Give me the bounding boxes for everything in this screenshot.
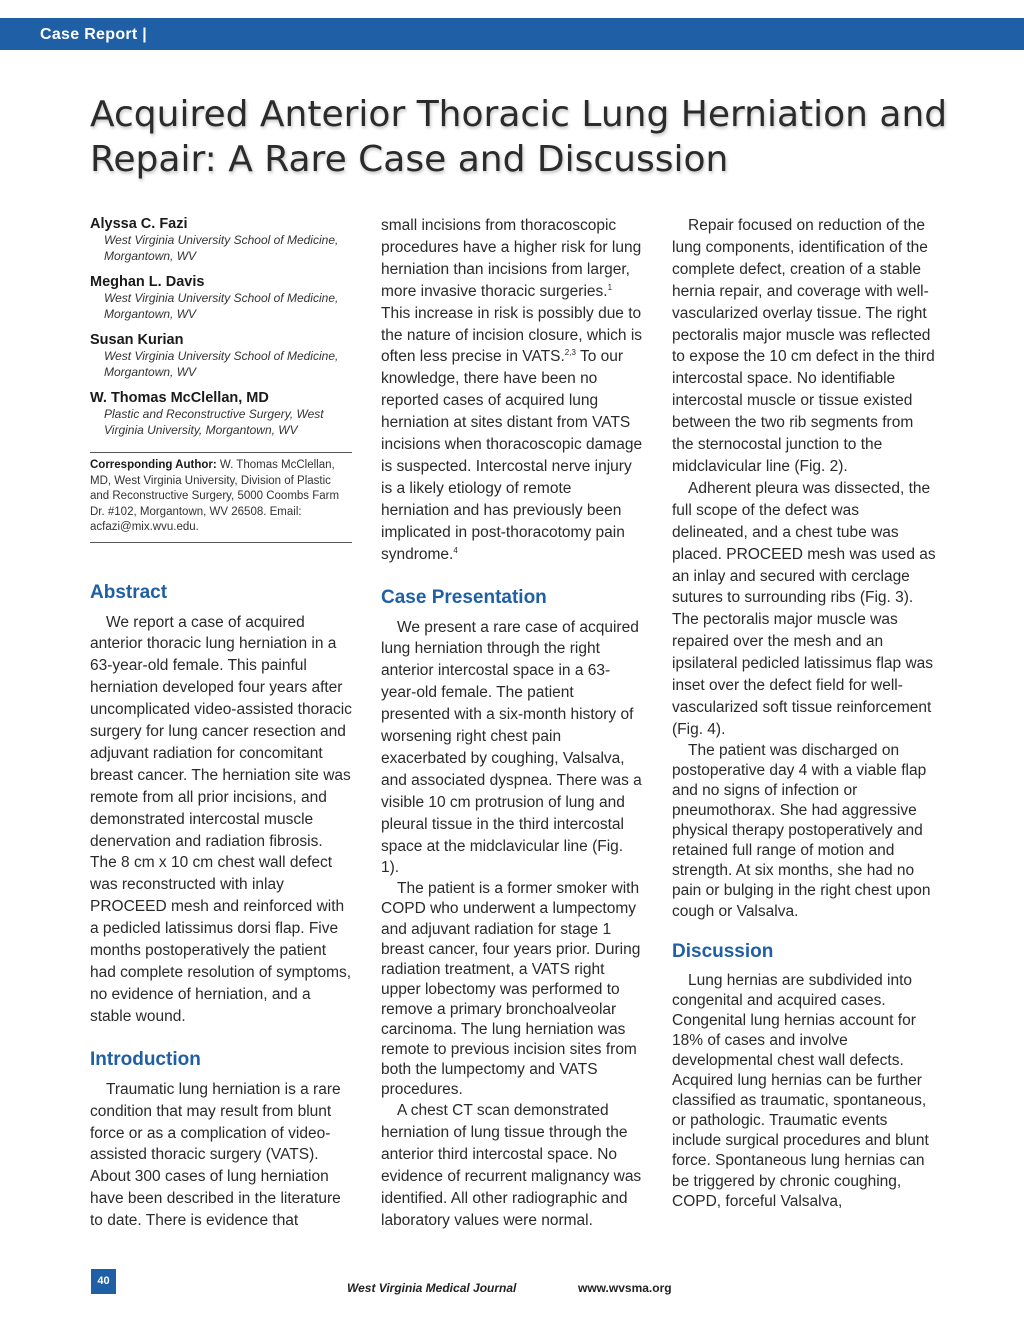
column-1 bbox=[90, 215, 352, 1232]
author-list bbox=[90, 215, 352, 438]
abstract-text: We report a case of acquired anterior thoracic lung herniation in a 63-year-old female. This painful herniation developed four years after uncomplicated video-assisted thoracic surgery for lung cancer resection and adjuvant radiation for concomitant breast cancer. The herniation site was remote from all prior incisions, and demonstrated intercostal muscle denervation and radiation fibrosis. The 8 cm x 10 cm chest wall defect was reconstructed with inlay PROCEED mesh and reinforced with a pedicled latissimus dorsi flap. Five months postoperatively the patient had complete resolution of symptoms, no evidence of herniation, and a stable wound. bbox=[90, 613, 352, 1025]
article-title: Acquired Anterior Thoracic Lung Herniation and Repair: A Rare Case and Discussion bbox=[90, 94, 948, 180]
case-presentation-heading: Case Presentation bbox=[381, 586, 547, 608]
corresponding-label: Corresponding Author: bbox=[90, 459, 217, 471]
author-affiliation: West Virginia University School of Medicine, Morgantown, WV bbox=[104, 349, 339, 379]
author-affiliation: West Virginia University School of Medicine, Morgantown, WV bbox=[104, 233, 339, 263]
corresponding-author bbox=[90, 452, 352, 543]
introduction-heading: Introduction bbox=[90, 1048, 201, 1070]
column-3 bbox=[672, 215, 937, 1212]
section-label: Case Report | bbox=[40, 26, 148, 43]
intro-text-c: To our knowledge, there have been no reported cases of acquired lung herniation at sites distant from VATS incisions when thoracoscopic damage is suspected. Intercostal nerve injury is a likely etiology of remote herniation and has previously been implicated in post-thoracotomy pain syndrome. bbox=[381, 348, 643, 563]
citation-ref: 2,3 bbox=[564, 348, 576, 358]
case-paragraph: The patient was discharged on postoperative day 4 with a viable flap and no signs of infection or pneumothorax. She had aggressive physical therapy postoperatively and retained full range of motion and strength. At six months, she had no pain or bulging in the right chest upon cough or Valsalva. bbox=[672, 741, 931, 920]
discussion-heading: Discussion bbox=[672, 940, 774, 962]
abstract-heading: Abstract bbox=[90, 581, 168, 603]
author-entry bbox=[90, 215, 352, 264]
journal-name: West Virginia Medical Journal bbox=[347, 1281, 517, 1295]
case-paragraph: A chest CT scan demonstrated herniation of lung tissue through the anterior third intercostal space. No evidence of recurrent malignancy was identified. All other radiographic and laboratory values were normal. bbox=[381, 1102, 642, 1229]
introduction-continued bbox=[381, 215, 643, 566]
intro-text-a: small incisions from thoracoscopic procedures have a higher risk for lung herniation than incisions from larger, more invasive thoracic surgeries. bbox=[381, 217, 642, 300]
case-paragraph: The patient is a former smoker with COPD who underwent a lumpectomy and adjuvant radiation for stage 1 breast cancer, four years prior. During radiation treatment, a VATS right upper lobectomy was performed to remove a primary bronchoalveolar carcinoma. The lung herniation was remote to previous incision sites from both the lumpectomy and VATS procedures. bbox=[381, 880, 641, 1099]
intro-text-b: This increase in risk is possibly due to the nature of incision closure, which is often less precise in VATS. bbox=[381, 304, 643, 366]
author-name: Alyssa C. Fazi bbox=[90, 216, 188, 232]
case-paragraph: We present a rare case of acquired lung herniation through the right anterior intercostal space in a 63-year-old female. The patient presented with a six-month history of worsening right chest pain exacerbated by coughing, Valsalva, and associated dyspnea. There was a visible 10 cm protrusion of lung and pleural tissue in the third intercostal space at the midclavicular line (Fig. 1). bbox=[381, 618, 642, 877]
case-paragraph: Adherent pleura was dissected, the full scope of the defect was delineated, and a chest tube was placed. PROCEED mesh was used as an inlay and secured with cerclage sutures to surrounding ribs (Fig. 3). The pectoralis major muscle was repaired over the mesh and an ipsilateral pedicled latissimus flap was inset over the defect field for well-vascularized soft tissue reinforcement (Fig. 4). bbox=[672, 479, 936, 738]
author-name: W. Thomas McClellan, MD bbox=[90, 390, 269, 406]
introduction-paragraph: Traumatic lung herniation is a rare condition that may result from blunt force or as a complication of video-assisted thoracic surgery (VATS). About 300 cases of lung herniation have been described in the literature to date. There is evidence that bbox=[90, 1080, 341, 1230]
citation-ref: 4 bbox=[453, 545, 458, 555]
author-name: Susan Kurian bbox=[90, 332, 184, 348]
corresponding-text: W. Thomas McClellan, MD, West Virginia University, Division of Plastic and Reconstructive Surgery, 5000 Coombs Farm Dr. #102, Morgantown, WV 26508. Email: acfazi@mix.wvu.edu. bbox=[90, 459, 340, 533]
citation-ref: 1 bbox=[607, 282, 613, 292]
author-entry bbox=[90, 331, 352, 380]
journal-website[interactable]: www.wvsma.org bbox=[578, 1281, 672, 1295]
page-number: 40 bbox=[91, 1269, 116, 1294]
author-entry bbox=[90, 273, 352, 322]
author-name: Meghan L. Davis bbox=[90, 274, 205, 290]
author-entry bbox=[90, 389, 352, 438]
section-banner bbox=[0, 18, 1024, 50]
discussion-paragraph: Lung hernias are subdivided into congenital and acquired cases. Congenital lung hernias account for 18% of cases and involve developmental chest wall defects. Acquired lung hernias can be further classified as traumatic, spontaneous, or pathologic. Traumatic events include surgical procedures and blunt force. Spontaneous lung hernias can be triggered by chronic coughing, COPD, forceful Valsalva, bbox=[672, 971, 929, 1210]
author-affiliation: West Virginia University School of Medicine, Morgantown, WV bbox=[104, 291, 339, 321]
column-2 bbox=[381, 215, 643, 1232]
author-affiliation: Plastic and Reconstructive Surgery, West Virginia University, Morgantown, WV bbox=[104, 407, 324, 437]
case-paragraph: Repair focused on reduction of the lung components, identification of the complete defect, creation of a stable hernia repair, and coverage with well-vascularized overlay tissue. The right pectoralis major muscle was reflected to expose the 10 cm defect in the third intercostal space. No identifiable intercostal muscle or tissue existed between the two rib segments from the sternocostal junction to the midclavicular line (Fig. 2). bbox=[672, 217, 935, 475]
